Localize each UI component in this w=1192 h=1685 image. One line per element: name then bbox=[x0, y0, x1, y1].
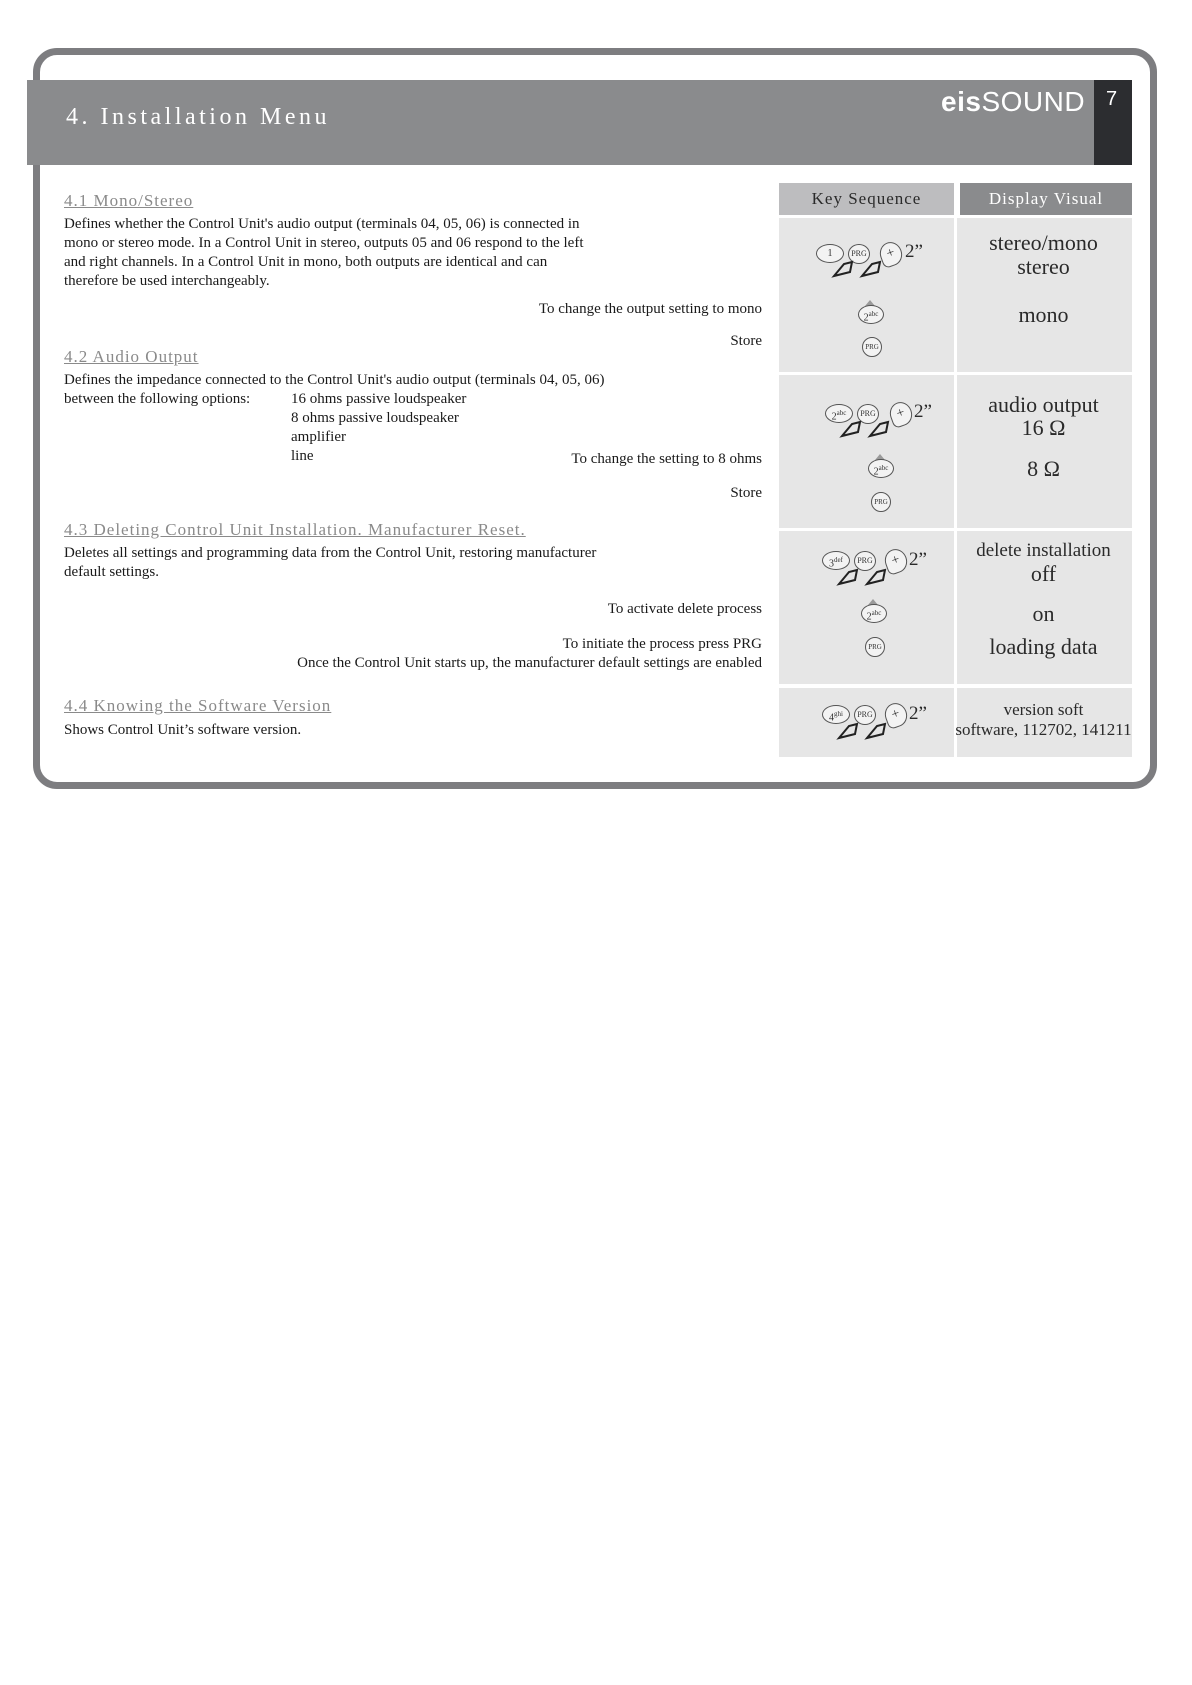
section-title-delete-installation: 4.3 Deleting Control Unit Installation. Manufacturer Reset. bbox=[64, 520, 526, 539]
section-body-delete-installation bbox=[64, 544, 596, 582]
key-3-def: $3^{def}$ bbox=[822, 551, 850, 570]
body-line: therefore be used interchangeably. bbox=[64, 273, 270, 289]
brand-part2: SOUND bbox=[981, 86, 1086, 117]
step-text: To change the setting to 8 ohms bbox=[571, 451, 762, 467]
plus-key: + bbox=[882, 700, 911, 730]
key-cell-row2 bbox=[779, 375, 954, 528]
step-text: Store bbox=[730, 485, 762, 501]
prg-key: PRG bbox=[862, 337, 882, 357]
prg-key: PRG bbox=[865, 637, 885, 657]
plus-key: + bbox=[882, 546, 911, 576]
prg-key: PRG bbox=[848, 244, 870, 264]
step-text: Store bbox=[730, 333, 762, 349]
section-body-mono-stereo bbox=[64, 215, 584, 291]
body-line: Defines the impedance connected to the Control Unit's audio output (terminals 04, 05, 06) bbox=[64, 372, 605, 388]
display-text: on bbox=[1032, 601, 1055, 626]
hold-time: 2” bbox=[909, 703, 927, 724]
display-text: loading data bbox=[989, 634, 1098, 659]
prg-key: PRG bbox=[854, 551, 876, 571]
key-2-abc: $2^{abc}$ bbox=[861, 604, 887, 623]
hold-time: 2” bbox=[914, 401, 932, 422]
section-title-mono-stereo: 4.1 Mono/Stereo bbox=[64, 191, 194, 210]
display-text: software, 112702, 141211 bbox=[955, 720, 1132, 739]
option-item: 16 ohms passive loudspeaker bbox=[291, 391, 467, 407]
step-text: To activate delete process bbox=[607, 601, 762, 617]
option-item: amplifier bbox=[291, 429, 346, 445]
hold-time: 2” bbox=[905, 241, 923, 262]
body-line: default settings. bbox=[64, 564, 159, 580]
hold-time: 2” bbox=[909, 549, 927, 570]
option-item: line bbox=[291, 448, 314, 464]
key-2-abc: $2^{abc}$ bbox=[825, 404, 853, 423]
display-text: audio output bbox=[988, 392, 1099, 417]
display-text: 8 Ω bbox=[1027, 456, 1060, 481]
prg-key: PRG bbox=[854, 705, 876, 725]
key-4-ghi: $4^{ghi}$ bbox=[822, 705, 850, 724]
step-text: To change the output setting to mono bbox=[538, 301, 762, 317]
display-text: stereo/mono bbox=[989, 230, 1098, 255]
step-text: Once the Control Unit starts up, the manufacturer default settings are enabled bbox=[297, 655, 762, 671]
section-title-audio-output: 4.2 Audio Output bbox=[64, 347, 199, 366]
brand-logo bbox=[941, 86, 1085, 118]
display-text: version soft bbox=[1003, 700, 1084, 719]
step-text: To initiate the process press PRG bbox=[562, 636, 762, 652]
plus-key: + bbox=[877, 239, 906, 269]
key-2-abc: $2^{abc}$ bbox=[868, 459, 894, 478]
hand-press-icon bbox=[835, 560, 905, 588]
body-line: Defines whether the Control Unit's audio output (terminals 04, 05, 06) is connected in bbox=[64, 216, 580, 232]
hand-press-icon bbox=[830, 252, 900, 280]
display-text: delete installation bbox=[976, 540, 1111, 561]
display-text: stereo bbox=[1017, 254, 1070, 279]
column-header-display-visual: Display Visual bbox=[960, 183, 1132, 215]
option-item: 8 ohms passive loudspeaker bbox=[291, 410, 459, 426]
key-1: 1 bbox=[816, 244, 844, 263]
body-line: Shows Control Unit’s software version. bbox=[64, 722, 302, 738]
prg-key: PRG bbox=[871, 492, 891, 512]
hand-press-icon bbox=[838, 412, 908, 440]
section-title-software-version: 4.4 Knowing the Software Version bbox=[64, 696, 332, 715]
hand-press-icon bbox=[835, 714, 905, 742]
display-text: mono bbox=[1018, 302, 1069, 327]
plus-key: + bbox=[887, 399, 916, 429]
display-text: 16 Ω bbox=[1021, 415, 1066, 440]
key-2-abc: $2^{abc}$ bbox=[858, 305, 884, 324]
prg-key: PRG bbox=[857, 404, 879, 424]
body-line: and right channels. In a Control Unit in mono, both outputs are identical and can bbox=[64, 254, 548, 270]
page-title: 4. Installation Menu bbox=[66, 104, 330, 130]
body-line: mono or stereo mode. In a Control Unit in stereo, outputs 05 and 06 respond to the left bbox=[64, 235, 584, 251]
column-header-key-sequence: Key Sequence bbox=[779, 183, 954, 215]
body-line: Deletes all settings and programming data from the Control Unit, restoring manufacturer bbox=[64, 545, 597, 561]
brand-part1: eis bbox=[941, 86, 982, 117]
section-body-software-version bbox=[64, 721, 301, 740]
display-text: off bbox=[1030, 561, 1057, 586]
body-line: between the following options: bbox=[64, 391, 251, 407]
page-number: 7 bbox=[1106, 88, 1118, 110]
